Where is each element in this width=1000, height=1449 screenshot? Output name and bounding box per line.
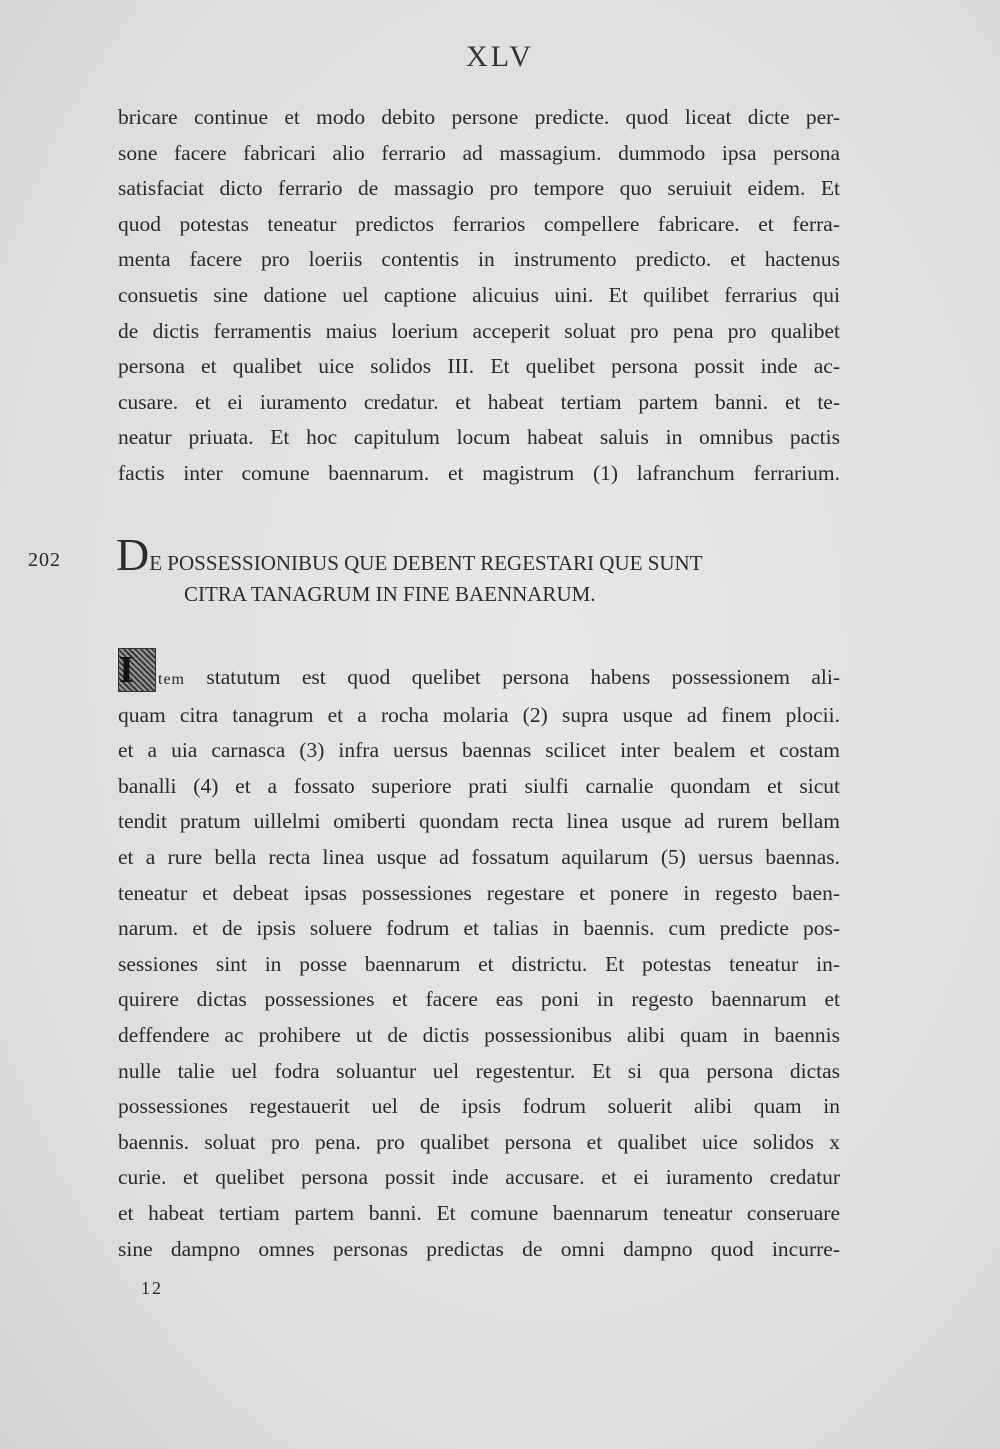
text-line: quam citra tanagrum et a rocha molaria (2) supra usque ad finem plocii.	[118, 702, 840, 727]
text-line: sine dampno omnes personas predictas de omni dampno quod incurre-	[118, 1236, 840, 1261]
text-line-first	[118, 648, 840, 698]
page-header-number: XLV	[466, 40, 534, 73]
text-line: narum. et de ipsis soluere fodrum et talias in baennis. cum predicte pos-	[118, 916, 840, 941]
text-line: bricare continue et modo debito persone predicte. quod liceat dicte per-	[118, 105, 840, 129]
section-title	[116, 529, 836, 607]
text-line: sessiones sint in posse baennarum et districtu. Et potestas teneatur in-	[118, 951, 840, 976]
text-line: et a rure bella recta linea usque ad fossatum aquilarum (5) uersus baennas.	[118, 844, 840, 869]
text-line: menta facere pro loeriis contentis in instrumento predicto. et hactenus	[118, 247, 840, 272]
text-line: de dictis ferramentis maius loerium acceperit soluat pro pena pro qualibet	[118, 318, 840, 343]
decorated-initial-letter: I	[119, 649, 134, 691]
title-initial: D	[116, 529, 150, 580]
text-line: quirere dictas possessiones et facere eas poni in regesto baennarum et	[118, 987, 840, 1012]
text-line: banalli (4) et a fossato superiore prati siulfi carnalie quondam et sicut	[118, 773, 840, 798]
section-title-line-2: CITRA TANAGRUM IN FINE BAENNARUM.	[184, 582, 596, 606]
text-line: et a uia carnasca (3) infra uersus baennas scilicet inter bealem et costam	[118, 738, 840, 763]
text-line: consuetis sine datione uel captione alicuius uini. Et quilibet ferrarius qui	[118, 282, 840, 307]
title-line-1-text: E POSSESSIONIBUS QUE DEBENT REGESTARI QUE SUNT	[149, 551, 703, 575]
text-line: teneatur et debeat ipsas possessiones regestare et ponere in regesto baen-	[118, 880, 840, 905]
paragraph-2	[118, 648, 840, 1267]
text-line: cusare. et ei iuramento credatur. et habeat tertiam partem banni. et te-	[118, 389, 840, 414]
margin-chapter-number: 202	[28, 549, 61, 571]
first-line-text: statutum est quod quelibet persona habens possessionem ali-	[185, 665, 840, 689]
signature-mark: 12	[141, 1278, 163, 1298]
text-line: possessiones regestauerit uel de ipsis fodrum soluerit alibi quam in	[118, 1094, 840, 1119]
first-word-rest: tem	[158, 671, 185, 688]
text-line: factis inter comune baennarum. et magistrum (1) lafranchum ferrarium.	[118, 460, 840, 485]
text-line: neatur priuata. Et hoc capitulum locum habeat saluis in omnibus pactis	[118, 425, 840, 450]
text-line: tendit pratum uillelmi omiberti quondam recta linea usque ad rurem bellam	[118, 809, 840, 834]
text-line: satisfaciat dicto ferrario de massagio pro tempore quo seruiuit eidem. Et	[118, 176, 840, 201]
section-title-line-1	[116, 529, 836, 580]
text-line: nulle talie uel fodra soluantur uel regestentur. Et si qua persona dictas	[118, 1058, 840, 1083]
text-line: et habeat tertiam partem banni. Et comune baennarum teneatur conseruare	[118, 1200, 840, 1225]
text-line: deffendere ac prohibere ut de dictis possessionibus alibi quam in baennis	[118, 1022, 840, 1047]
text-line: baennis. soluat pro pena. pro qualibet persona et qualibet uice solidos x	[118, 1129, 840, 1154]
text-line: sone facere fabricari alio ferrario ad massagium. dummodo ipsa persona	[118, 140, 840, 165]
paragraph-1	[118, 100, 840, 492]
text-line: persona et qualibet uice solidos III. Et quelibet persona possit inde ac-	[118, 354, 840, 379]
text-line: curie. et quelibet persona possit inde accusare. et ei iuramento credatur	[118, 1165, 840, 1190]
decorated-initial-icon	[118, 648, 156, 692]
text-line: quod potestas teneatur predictos ferrarios compellere fabricare. et ferra-	[118, 211, 840, 236]
